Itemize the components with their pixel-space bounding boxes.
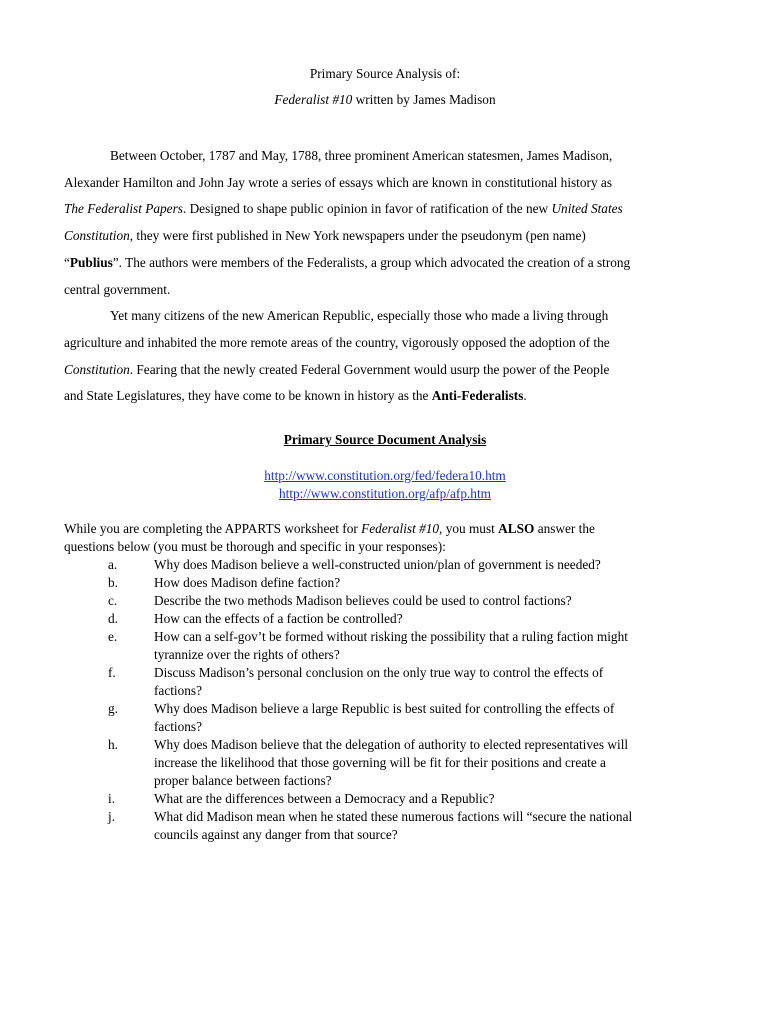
question-letter: j.: [108, 809, 116, 824]
intro-line-4: [64, 228, 586, 244]
question-text-line: Why does Madison believe a well-constructed union/plan of government is needed?: [154, 557, 601, 572]
anti-line-2: agriculture and inhabited the more remote areas of the country, vigorously opposed the adoption of the: [64, 335, 610, 350]
question-text-line: Describe the two methods Madison believes could be used to control factions?: [154, 593, 572, 608]
question-text-line: How can a self-gov’t be formed without risking the possibility that a ruling faction might: [154, 629, 628, 644]
question-text-line: Why does Madison believe that the delegation of authority to elected representatives will: [154, 737, 629, 752]
intro-line-3: [64, 201, 623, 217]
question-text-line: factions?: [154, 719, 202, 734]
questions-intro-start: While you are completing the APPARTS worksheet for: [64, 521, 362, 536]
intro-line-1: Between October, 1787 and May, 1788, three prominent American statesmen, James Madison,: [110, 148, 613, 163]
questions-intro-end: answer the: [534, 521, 595, 536]
question-text-line: How does Madison define faction?: [154, 575, 341, 590]
title-line-1: Primary Source Analysis of:: [309, 66, 461, 81]
intro-line-4-rest: , they were first published in New York newspapers under the pseudonym (pen name): [129, 228, 586, 243]
question-text-line: How can the effects of a faction be controlled?: [154, 611, 403, 626]
question-letter: f.: [108, 665, 116, 680]
question-letter: g.: [108, 701, 118, 716]
constitution-italic: Constitution: [64, 228, 130, 243]
question-letter: c.: [108, 593, 118, 608]
intro-line-2: Alexander Hamilton and John Jay wrote a series of essays which are known in constitutional history as: [64, 175, 613, 190]
anti-line-3: [64, 362, 609, 378]
anti-line-4-start: and State Legislatures, they have come to be known in history as the: [64, 388, 432, 403]
question-text-line: increase the likelihood that those governing will be fit for their positions and create a: [154, 755, 606, 770]
question-text-line: councils against any danger from that source?: [154, 827, 398, 842]
question-text-line: What did Madison mean when he stated these numerous factions will “secure the national: [154, 809, 633, 824]
questions-intro-also-bold: ALSO: [498, 521, 535, 536]
questions-intro-mid: , you must: [439, 521, 499, 536]
title-line-2: [0, 92, 770, 108]
link-line-1: [0, 468, 770, 484]
intro-line-5: [64, 255, 630, 271]
united-states-italic: United States: [551, 201, 623, 216]
questions-intro-line-1: [64, 521, 595, 537]
question-letter: d.: [108, 611, 118, 626]
anti-federalist-papers-link[interactable]: http://www.constitution.org/afp/afp.htm: [279, 486, 491, 501]
question-text-line: tyrannize over the rights of others?: [154, 647, 340, 662]
question-letter: a.: [108, 557, 118, 572]
link-line-2: [0, 486, 770, 502]
anti-line-4: [64, 388, 527, 404]
section-heading: Primary Source Document Analysis: [283, 432, 487, 447]
question-text-line: Discuss Madison’s personal conclusion on the only true way to control the effects of: [154, 665, 604, 680]
question-letter: e.: [108, 629, 118, 644]
publius-open-quote: “: [64, 255, 70, 270]
question-text-line: What are the differences between a Democracy and a Republic?: [154, 791, 495, 806]
intro-line-6: central government.: [64, 282, 171, 297]
publius-bold: Publius: [69, 255, 113, 270]
question-letter: b.: [108, 575, 118, 590]
federalist-10-link[interactable]: http://www.constitution.org/fed/federa10.htm: [264, 468, 506, 483]
anti-line-3-rest: . Fearing that the newly created Federal Government would usurp the power of the People: [129, 362, 610, 377]
constitution-italic-2: Constitution: [64, 362, 130, 377]
anti-line-4-end: .: [523, 388, 527, 403]
questions-intro-federalist-italic: Federalist #10: [361, 521, 440, 536]
anti-line-1: Yet many citizens of the new American Republic, especially those who made a living through: [110, 308, 609, 323]
title-line-2-rest: written by James Madison: [352, 92, 496, 107]
questions-intro-line-2: questions below (you must be thorough and specific in your responses):: [64, 539, 446, 554]
question-text-line: factions?: [154, 683, 202, 698]
question-text-line: Why does Madison believe a large Republic is best suited for controlling the effects of: [154, 701, 615, 716]
title-federalist-italic: Federalist #10: [274, 92, 353, 107]
question-letter: i.: [108, 791, 116, 806]
anti-federalists-bold: Anti-Federalists: [431, 388, 524, 403]
question-letter: h.: [108, 737, 118, 752]
intro-line-3-mid: . Designed to shape public opinion in favor of ratification of the new: [182, 201, 552, 216]
intro-line-5-rest: ”. The authors were members of the Federalists, a group which advocated the creation of a strong: [112, 255, 631, 270]
federalist-papers-italic: The Federalist Papers: [64, 201, 183, 216]
question-text-line: proper balance between factions?: [154, 773, 332, 788]
